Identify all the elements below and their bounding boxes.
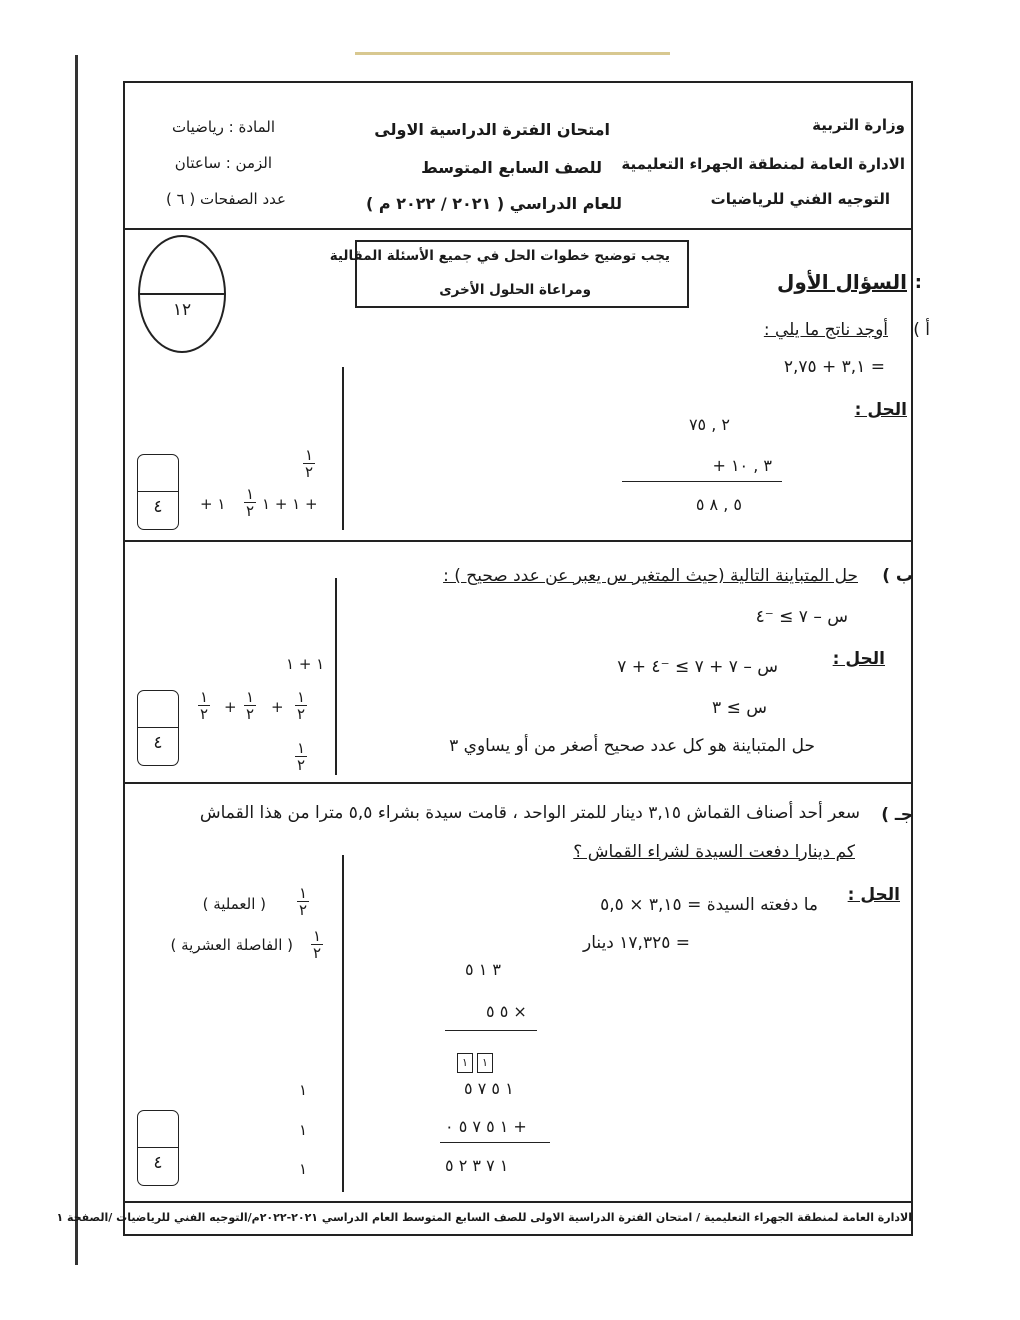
part-c-mark-operation: ١ ٢ — [299, 884, 308, 919]
part-b-score-box: ٤ — [137, 690, 179, 766]
part-c-prompt-2: كم دينارا دفعت السيدة لشراء القماش ؟ — [573, 842, 855, 862]
section-a-separator — [123, 540, 913, 542]
total-score-oval — [138, 235, 226, 353]
carry-box-2: ١ — [477, 1053, 493, 1073]
part-c-step-1: ما دفعته السيدة = ٣,١٥ × ٥,٥ — [600, 895, 818, 915]
mult-partial-2: ١ ٥ ٧ ٥ ٠ + — [445, 1117, 527, 1136]
part-a-marks-row-prefix: ١ + ١ + — [262, 495, 318, 513]
part-a-work-row-3: ٥ , ٨ ٥ — [695, 495, 742, 514]
part-c-solution-label: الحل : — [847, 885, 900, 905]
notice-line-2: ومراعاة الحلول الأخرى — [439, 282, 591, 298]
part-c-mark-one-1: ١ — [298, 1081, 307, 1099]
mult-multiplier: ٥ ٥ × — [486, 1002, 527, 1021]
part-a-score-box: ٤ — [137, 454, 179, 530]
part-b-mark-bottom: ١ ٢ — [297, 739, 306, 774]
part-b-conclusion: حل المتباينة هو كل عدد صحيح أصغر من أو يساوي ٣ — [449, 736, 815, 756]
math-supervision: التوجيه الفني للرياضيات — [710, 190, 890, 208]
part-b-label: ب ) — [882, 566, 913, 586]
carry-box-1: ١ — [457, 1053, 473, 1073]
page-footer: الادارة العامة لمنطقة الجهراء التعليمية / امتحان الفترة الدراسية الاولى للصف السابع المتوسط العام الدراسي ٢٠٢١-٢٠٢٢م/التوجيه الفني للرياضيات /الصفحة ١ — [56, 1211, 912, 1224]
ministry-name: وزارة التربية — [812, 116, 905, 134]
part-c-step-2: = ١٧,٣٢٥ دينار — [583, 933, 690, 953]
duration-info: الزمن : ساعتان — [174, 154, 272, 172]
part-a-marks-divider — [342, 367, 344, 530]
part-a-sum-line — [622, 481, 782, 482]
part-a-work-row-1: ٢ , ٧٥ — [688, 415, 730, 434]
part-b-solution-label: الحل : — [832, 649, 885, 669]
mult-multiplicand: ٣ ١ ٥ — [465, 960, 501, 979]
part-c-mark-one-3: ١ — [298, 1160, 307, 1178]
mult-line-1 — [445, 1030, 537, 1031]
exam-title: امتحان الفترة الدراسية الاولى — [374, 120, 610, 139]
part-a-mark-half-top: ١ ٢ — [305, 446, 314, 481]
part-b-plus-1: + — [224, 698, 237, 716]
part-a-expression: = ٣,١ + ٢,٧٥ — [783, 357, 885, 377]
subject-info: المادة : رياضيات — [171, 118, 275, 136]
part-c-score-box: ٤ — [137, 1110, 179, 1186]
part-c-mark-one-2: ١ — [298, 1121, 307, 1139]
part-a-label: أ ) — [913, 320, 930, 340]
top-edge-shadow — [355, 52, 670, 55]
part-a-work-row-2: ٣ , ١٠ + — [712, 456, 772, 475]
footer-separator — [123, 1201, 913, 1203]
part-b-mark-frac-2: ١ ٢ — [246, 688, 255, 723]
part-a-prompt: أوجد ناتج ما يلي : — [763, 320, 888, 340]
part-c-mark-decimal-note: ( الفاصلة العشرية ) — [170, 936, 293, 954]
part-a-solution-label: الحل : — [854, 400, 907, 420]
part-b-plus-2: + — [271, 698, 284, 716]
part-a-marks-row-frac: ١ ٢ — [246, 485, 255, 520]
question-1-title: السؤال الأول — [777, 270, 907, 294]
notice-line-1: يجب توضيح خطوات الحل في جميع الأسئلة المقالية — [329, 248, 670, 264]
part-b-step-2: س ≥ ٣ — [712, 698, 767, 718]
part-b-marks-divider — [335, 578, 337, 775]
grade-line: للصف السابع المتوسط — [421, 158, 602, 177]
part-b-prompt: حل المتباينة التالية (حيث المتغير س يعبر عن عدد صحيح ) : — [443, 566, 858, 586]
oval-divider — [140, 293, 224, 295]
part-c-mark-decimal: ١ ٢ — [313, 927, 322, 962]
pages-info: عدد الصفحات ( ٦ ) — [165, 190, 286, 208]
part-b-step-1: س – ٧ + ٧ ≥ ⁻٤ + ٧ — [617, 657, 778, 677]
left-edge-shadow — [75, 55, 78, 1265]
directorate-name: الادارة العامة لمنطقة الجهراء التعليمية — [621, 155, 905, 173]
part-c-label: جـ ) — [881, 805, 913, 825]
part-b-mark-frac-3: ١ ٢ — [297, 688, 306, 723]
school-year: للعام الدراسي ( ٢٠٢١ / ٢٠٢٢ م ) — [366, 194, 622, 213]
part-a-marks-row-suffix: + ١ — [200, 495, 226, 513]
mult-partial-1: ١ ٥ ٧ ٥ — [464, 1079, 514, 1098]
total-score: ١٢ — [172, 300, 192, 320]
part-b-marks-top: ١ + ١ — [286, 655, 325, 673]
part-c-prompt-1: سعر أحد أصناف القماش ٣,١٥ دينار للمتر الواحد ، قامت سيدة بشراء ٥,٥ مترا من هذا القماش — [199, 803, 860, 823]
part-c-marks-divider — [342, 855, 344, 1192]
mult-line-2 — [440, 1142, 550, 1143]
part-b-inequality: س – ٧ ≥ ⁻٤ — [755, 607, 848, 627]
part-b-mark-frac-1: ١ ٢ — [200, 688, 209, 723]
section-b-separator — [123, 782, 913, 784]
question-1-colon: : — [914, 272, 922, 293]
header-separator — [123, 228, 913, 230]
part-c-mark-operation-note: ( العملية ) — [202, 895, 266, 913]
mult-result: ١ ٧ ٣ ٢ ٥ — [445, 1156, 509, 1175]
